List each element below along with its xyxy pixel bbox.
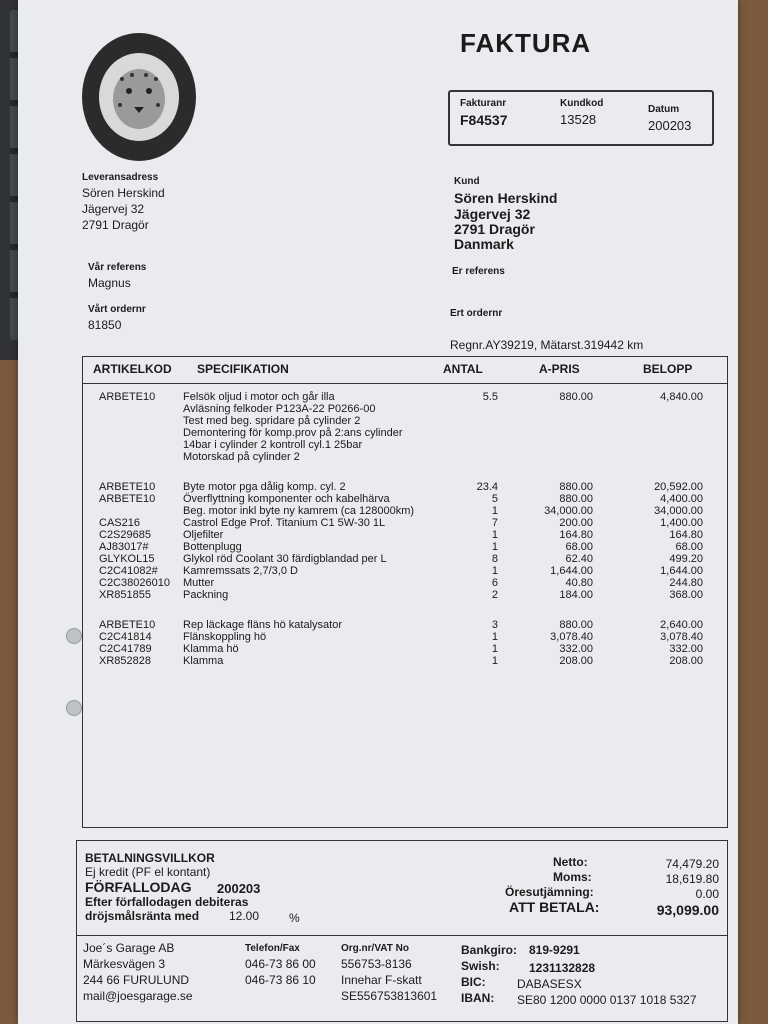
- customer-name: Sören Herskind: [454, 190, 558, 206]
- cell-spec: Demontering för komp.prov på 2:ans cylinder: [183, 427, 403, 439]
- cell-price: 880.00: [559, 391, 593, 403]
- bankgiro-label: Bankgiro:: [461, 943, 518, 957]
- your-ref-label: Er referens: [452, 266, 505, 277]
- cell-price: 200.00: [559, 517, 593, 529]
- vat-number: SE556753813601: [341, 989, 438, 1003]
- org-number: 556753-8136: [341, 957, 412, 971]
- company-logo: [82, 33, 196, 161]
- table-row: [83, 655, 727, 667]
- customer-code-label: Kundkod: [560, 98, 604, 109]
- net-value: 74,479.20: [665, 857, 719, 871]
- our-order-label: Vårt ordernr: [88, 304, 146, 315]
- cell-qty: 1: [491, 529, 498, 541]
- cell-price: 62.40: [565, 553, 593, 565]
- cell-amount: 164.80: [669, 529, 703, 541]
- cell-amount: 34,000.00: [654, 505, 703, 517]
- ftax-text: Innehar F-skatt: [341, 973, 422, 987]
- document-title: FAKTURA: [460, 28, 592, 58]
- leopard-logo-icon: [82, 33, 196, 161]
- table-row: [83, 631, 727, 643]
- rounding-label: Öresutjämning:: [505, 885, 594, 899]
- company-email: mail@joesgarage.se: [83, 989, 193, 1003]
- table-row: [83, 553, 727, 565]
- cell-code: XR851855: [99, 589, 151, 601]
- customer-street: Jägervej 32: [454, 206, 531, 222]
- column-header-code: ARTIKELKOD: [93, 362, 172, 376]
- reg-number: Regnr.AY39219, Mätarst.319442 km: [450, 338, 644, 352]
- cell-amount: 332.00: [669, 643, 703, 655]
- cell-qty: 7: [491, 517, 498, 529]
- cell-qty: 1: [491, 565, 498, 577]
- table-row: [83, 589, 727, 601]
- bic-label: BIC:: [461, 975, 486, 989]
- table-row: [83, 481, 727, 493]
- table-row: [83, 529, 727, 541]
- cell-spec: Felsök oljud i motor och går illa: [183, 391, 335, 403]
- delivery-name: Sören Herskind: [82, 186, 165, 200]
- cell-spec: Bottenplugg: [183, 541, 242, 553]
- cell-price: 208.00: [559, 655, 593, 667]
- interest-unit: %: [289, 911, 300, 925]
- cell-amount: 2,640.00: [660, 619, 703, 631]
- your-order-label: Ert ordernr: [450, 308, 503, 319]
- interest-value: 12.00: [229, 909, 260, 923]
- company-street: Märkesvägen 3: [83, 957, 166, 971]
- org-label: Org.nr/VAT No: [341, 943, 409, 954]
- line-items-table: [82, 356, 728, 828]
- delivery-street: Jägervej 32: [82, 202, 145, 216]
- cell-price: 880.00: [559, 481, 593, 493]
- cell-spec: Kamremssats 2,7/3,0 D: [183, 565, 298, 577]
- table-row: [83, 619, 727, 631]
- bic: DABASESX: [517, 977, 582, 991]
- cell-qty: 5.5: [482, 391, 498, 403]
- swish-label: Swish:: [461, 959, 500, 973]
- table-row: [83, 517, 727, 529]
- cell-qty: 1: [491, 541, 498, 553]
- cell-spec: Castrol Edge Prof. Titanium C1 5W-30 1L: [183, 517, 386, 529]
- phone: 046-73 86 00: [245, 957, 316, 971]
- table-row: [83, 427, 727, 439]
- cell-amount: 208.00: [669, 655, 703, 667]
- cell-spec: Klamma: [183, 655, 224, 667]
- cell-amount: 20,592.00: [654, 481, 703, 493]
- cell-spec: Rep läckage fläns hö katalysator: [183, 619, 342, 631]
- our-ref: Magnus: [88, 276, 131, 290]
- cell-code: ARBETE10: [99, 391, 156, 403]
- cell-qty: 1: [491, 505, 498, 517]
- cell-spec: Byte motor pga dålig komp. cyl. 2: [183, 481, 346, 493]
- cell-qty: 5: [491, 493, 498, 505]
- cell-price: 3,078.40: [550, 631, 593, 643]
- cell-code: C2C41814: [99, 631, 152, 643]
- table-row: [83, 415, 727, 427]
- cell-spec: Överflyttning komponenter och kabelhärva: [183, 493, 390, 505]
- table-row: [83, 541, 727, 553]
- to-pay-value: 93,099.00: [656, 902, 719, 918]
- punch-hole: [66, 628, 82, 644]
- vat-label: Moms:: [553, 870, 592, 884]
- invoice-meta-box: [448, 90, 714, 146]
- cell-code: ARBETE10: [99, 619, 156, 631]
- cell-qty: 3: [491, 619, 498, 631]
- cell-code: GLYKOL15: [99, 553, 155, 565]
- cell-price: 880.00: [559, 493, 593, 505]
- vat-value: 18,619.80: [665, 872, 719, 886]
- net-label: Netto:: [553, 855, 588, 869]
- cell-spec: 14bar i cylinder 2 kontroll cyl.1 25bar: [183, 439, 363, 451]
- cell-code: ARBETE10: [99, 481, 156, 493]
- cell-spec: Test med beg. spridare på cylinder 2: [183, 415, 361, 427]
- cell-qty: 1: [491, 643, 498, 655]
- cell-code: C2S29685: [99, 529, 151, 541]
- cell-qty: 1: [491, 655, 498, 667]
- cell-qty: 8: [491, 553, 498, 565]
- delivery-city: 2791 Dragör: [82, 218, 149, 232]
- table-row: [83, 493, 727, 505]
- cell-price: 1,644.00: [550, 565, 593, 577]
- table-row: [83, 565, 727, 577]
- cell-price: 40.80: [565, 577, 593, 589]
- cell-amount: 4,840.00: [660, 391, 703, 403]
- invoice-date: 200203: [648, 118, 692, 133]
- cell-spec: Oljefilter: [183, 529, 224, 541]
- column-header-spec: SPECIFIKATION: [197, 362, 289, 376]
- due-date: 200203: [217, 881, 261, 896]
- invoice-no: F84537: [460, 112, 508, 128]
- cell-spec: Beg. motor inkl byte ny kamrem (ca 128000km): [183, 505, 415, 517]
- interest-label: dröjsmålsränta med: [85, 909, 200, 923]
- our-ref-label: Vår referens: [88, 262, 147, 273]
- table-row: [83, 439, 727, 451]
- our-order: 81850: [88, 318, 122, 332]
- cell-code: AJ83017#: [99, 541, 149, 553]
- cell-qty: 23.4: [476, 481, 498, 493]
- cell-spec: Motorskad på cylinder 2: [183, 451, 300, 463]
- cell-amount: 1,644.00: [660, 565, 703, 577]
- company-city: 244 66 FURULUND: [83, 973, 190, 987]
- cell-price: 332.00: [559, 643, 593, 655]
- rounding-value: 0.00: [695, 887, 719, 901]
- footer-box: [76, 840, 728, 1022]
- customer-code: 13528: [560, 112, 597, 127]
- table-row: [83, 643, 727, 655]
- terms-credit: Ej kredit (PF el kontant): [85, 865, 211, 879]
- cell-price: 68.00: [565, 541, 593, 553]
- invoice-paper: [18, 0, 738, 1024]
- fax: 046-73 86 10: [245, 973, 316, 987]
- column-header-price: A-PRIS: [539, 362, 580, 376]
- cell-code: C2C38026010: [99, 577, 170, 589]
- cell-code: CAS216: [99, 517, 140, 529]
- cell-amount: 499.20: [669, 553, 703, 565]
- iban: SE80 1200 0000 0137 1018 5327: [517, 993, 697, 1007]
- table-row: [83, 577, 727, 589]
- cell-qty: 2: [491, 589, 498, 601]
- customer-city: 2791 Dragör: [454, 221, 535, 237]
- date-label: Datum: [648, 104, 680, 115]
- after-due-text: Efter förfallodagen debiteras: [85, 895, 249, 909]
- customer-label: Kund: [454, 176, 480, 187]
- cell-spec: Flänskoppling hö: [183, 631, 267, 643]
- cell-code: C2C41789: [99, 643, 152, 655]
- cell-code: C2C41082#: [99, 565, 158, 577]
- cell-spec: Glykol röd Coolant 30 färdigblandad per L: [183, 553, 387, 565]
- cell-amount: 4,400.00: [660, 493, 703, 505]
- footer-divider: [77, 935, 727, 936]
- swish: 1231132828: [529, 961, 596, 975]
- table-row: [83, 451, 727, 463]
- table-row: [83, 391, 727, 403]
- cell-price: 164.80: [559, 529, 593, 541]
- column-header-qty: ANTAL: [443, 362, 483, 376]
- invoice-no-label: Fakturanr: [460, 98, 507, 109]
- column-header-amount: BELOPP: [643, 362, 693, 376]
- cell-spec: Mutter: [183, 577, 215, 589]
- table-row: [83, 505, 727, 517]
- customer-country: Danmark: [454, 236, 514, 252]
- cell-spec: Packning: [183, 589, 229, 601]
- cell-code: XR852828: [99, 655, 151, 667]
- cell-qty: 6: [491, 577, 498, 589]
- iban-label: IBAN:: [461, 991, 495, 1005]
- cell-amount: 244.80: [669, 577, 703, 589]
- cell-qty: 1: [491, 631, 498, 643]
- cell-price: 34,000.00: [544, 505, 593, 517]
- cell-spec: Avläsning felkoder P123A-22 P0266-00: [183, 403, 376, 415]
- bankgiro: 819-9291: [529, 943, 580, 957]
- to-pay-label: ATT BETALA:: [509, 899, 600, 915]
- terms-heading: BETALNINGSVILLKOR: [85, 851, 215, 865]
- cell-price: 880.00: [559, 619, 593, 631]
- cell-amount: 68.00: [675, 541, 703, 553]
- cell-spec: Klamma hö: [183, 643, 239, 655]
- punch-hole: [66, 700, 82, 716]
- cell-amount: 368.00: [669, 589, 703, 601]
- cell-price: 184.00: [559, 589, 593, 601]
- delivery-label: Leveransadress: [82, 172, 159, 183]
- header-divider: [83, 383, 727, 384]
- cell-amount: 1,400.00: [660, 517, 703, 529]
- company-name: Joe´s Garage AB: [83, 941, 175, 955]
- phone-label: Telefon/Fax: [245, 943, 300, 954]
- cell-code: ARBETE10: [99, 493, 156, 505]
- due-label: FÖRFALLODAG: [85, 879, 192, 895]
- table-row: [83, 403, 727, 415]
- cell-amount: 3,078.40: [660, 631, 703, 643]
